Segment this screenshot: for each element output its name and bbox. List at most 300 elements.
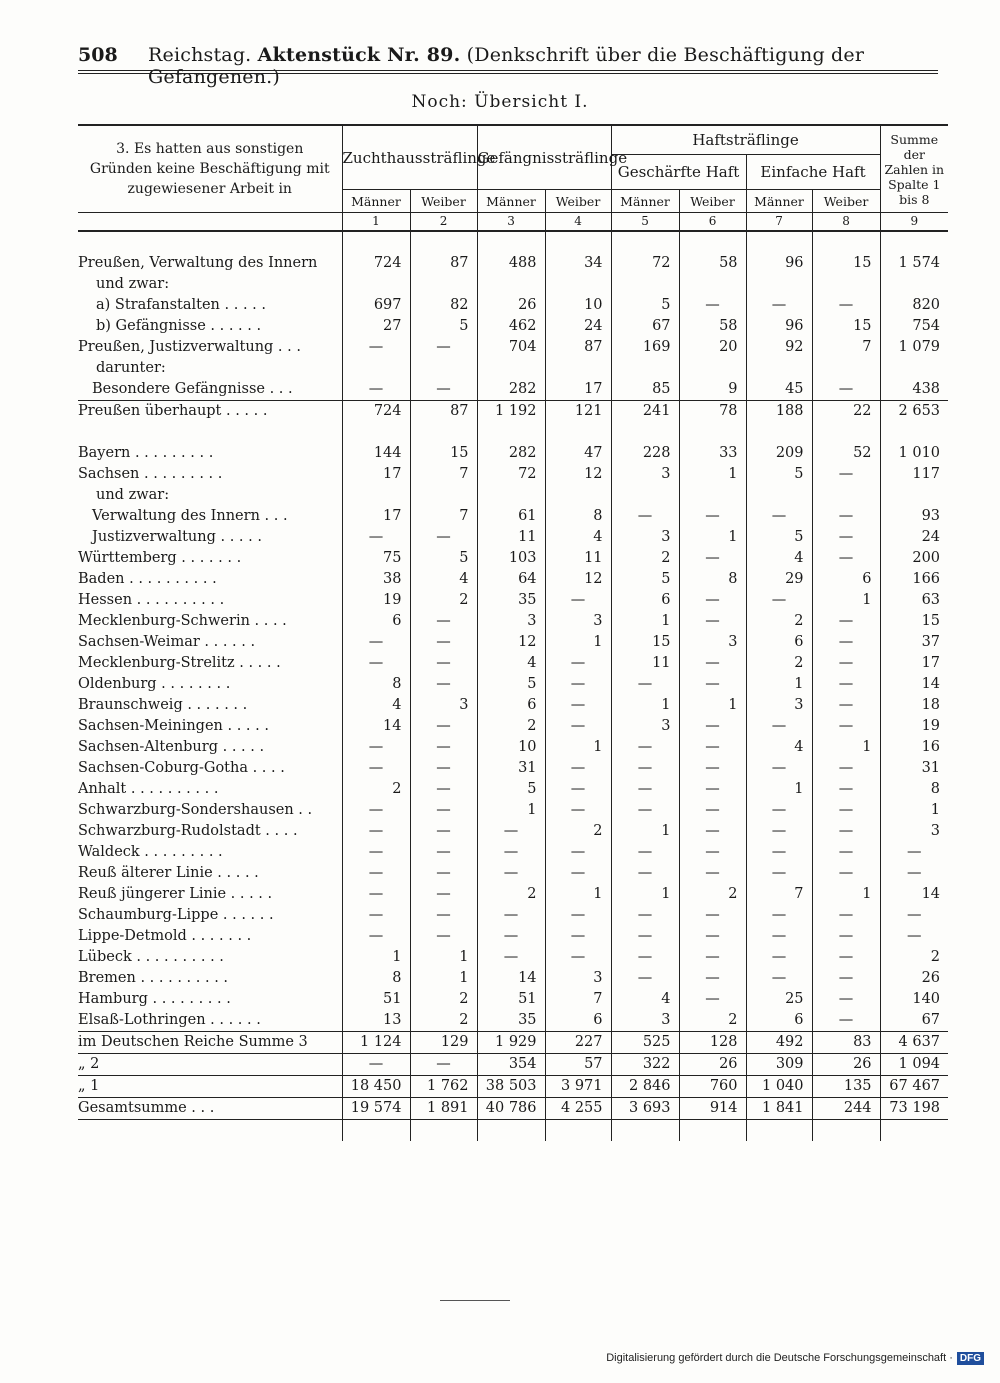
cell-value: — [679,968,746,989]
cell-value: — [410,611,477,632]
cell-value: 17 [342,506,410,527]
cell-value: 35 [477,590,545,611]
cell-value: — [746,506,812,527]
cell-value: — [812,506,880,527]
cell-value: — [545,716,611,737]
cell-value: — [679,989,746,1010]
title-desc: (Denkschrift über die Beschäftigung der Gefangenen.) [148,44,865,88]
cell-value: 1 [746,674,812,695]
cell-value: 19 574 [342,1098,410,1120]
cell-value: — [679,800,746,821]
cell-value: — [679,716,746,737]
cell-value: — [812,800,880,821]
cell-value: 1 762 [410,1076,477,1098]
cell-value: — [880,863,948,884]
cell-value: — [342,758,410,779]
cell-value: — [410,884,477,905]
cell-value: 2 [679,1010,746,1032]
row-label: Sachsen-Altenburg . . . . . [78,739,265,755]
table-row [78,737,948,758]
cell-value [342,485,410,506]
table-row [78,274,948,295]
cell-value: 10 [545,295,611,316]
cell-value [545,358,611,379]
cell-value: 5 [611,569,679,590]
cell-value: 4 [342,695,410,716]
cell-value: 2 846 [611,1076,679,1098]
cell-value: 227 [545,1032,611,1054]
cell-value: — [342,527,410,548]
sub-female-8: Weiber [812,190,880,213]
cell-value: — [746,295,812,316]
cell-value: 1 094 [880,1054,948,1076]
cell-value: — [812,379,880,401]
cell-value: — [679,821,746,842]
cell-value: 9 [679,379,746,401]
cell-value: — [679,590,746,611]
cell-value: 3 [611,1010,679,1032]
sub-female-6: Weiber [679,190,746,213]
table-row [78,443,948,464]
cell-value: 10 [477,737,545,758]
cell-value: — [545,674,611,695]
cell-value: — [545,947,611,968]
cell-value: 2 653 [880,401,948,423]
group-gefaengnis: Gefängnissträflinge [477,125,611,190]
table-row [78,548,948,569]
cell-value: — [746,947,812,968]
row-label: im Deutschen Reiche Summe 3 [78,1032,342,1054]
cell-value [545,274,611,295]
cell-value: 5 [410,548,477,569]
table-row [78,821,948,842]
reich-sum-row [78,1076,948,1098]
cell-value: 26 [679,1054,746,1076]
cell-value: — [812,611,880,632]
table-row [78,611,948,632]
cell-value: 15 [611,632,679,653]
cell-value: 2 [410,1010,477,1032]
cell-value: 1 [545,884,611,905]
row-label: Schaumburg-Lippe . . . . . . [78,907,274,923]
cell-value: 26 [477,295,545,316]
cell-value: 241 [611,401,679,423]
cell-value: — [410,863,477,884]
cell-value: — [410,632,477,653]
row-label: Gesamtsumme . . . [78,1098,342,1120]
cell-value: — [410,737,477,758]
cell-value: — [679,905,746,926]
cell-value: — [410,716,477,737]
cell-value: 4 255 [545,1098,611,1120]
page-number: 508 [78,44,118,66]
cell-value: 33 [679,443,746,464]
header-rule-double [78,73,938,74]
cell-value: — [342,1054,410,1076]
col-number: 8 [812,213,880,232]
cell-value: 7 [746,884,812,905]
cell-value: 3 [746,695,812,716]
cell-value [410,274,477,295]
cell-value: 38 503 [477,1076,545,1098]
cell-value: — [410,1054,477,1076]
cell-value: 209 [746,443,812,464]
cell-value: — [410,926,477,947]
cell-value: 27 [342,316,410,337]
table-row [78,653,948,674]
table-row [78,863,948,884]
cell-value [477,274,545,295]
cell-value: 64 [477,569,545,590]
row-label: Elsaß-Lothringen . . . . . . [78,1012,261,1028]
cell-value: 11 [545,548,611,569]
cell-value: — [812,863,880,884]
cell-value: — [611,842,679,863]
closing-rule [440,1300,510,1301]
cell-value: 63 [880,590,948,611]
cell-value: — [812,1010,880,1032]
table-row [78,1010,948,1032]
cell-value: — [410,379,477,401]
cell-value [342,274,410,295]
cell-value: 492 [746,1032,812,1054]
cell-value: — [410,758,477,779]
row-label: Schwarzburg-Rudolstadt . . . . [78,823,298,839]
statistics-table [78,124,948,1141]
table-row [78,337,948,358]
group-zuchthaus: Zuchthaussträflinge [342,125,477,190]
cell-value: 200 [880,548,948,569]
cell-value: 228 [611,443,679,464]
row-label: Lippe-Detmold . . . . . . . [78,928,252,944]
sub-male-7: Männer [746,190,812,213]
cell-value: 83 [812,1032,880,1054]
cell-value: 1 841 [746,1098,812,1120]
cell-value: 14 [477,968,545,989]
cell-value: 1 [812,737,880,758]
table-body [78,231,948,1141]
cell-value: 1 [679,527,746,548]
cell-value: 26 [880,968,948,989]
cell-value: 754 [880,316,948,337]
table-row [78,779,948,800]
cell-value: 6 [342,611,410,632]
cell-value: 4 637 [880,1032,948,1054]
cell-value: 3 693 [611,1098,679,1120]
cell-value: 244 [812,1098,880,1120]
cell-value: 1 040 [746,1076,812,1098]
cell-value: 438 [880,379,948,401]
cell-value: — [812,989,880,1010]
table-row [78,632,948,653]
cell-value [679,274,746,295]
col-number: 5 [611,213,679,232]
cell-value: 12 [545,569,611,590]
cell-value: — [342,863,410,884]
cell-value: — [679,611,746,632]
cell-value: 5 [477,779,545,800]
cell-value: — [342,337,410,358]
cell-value: 7 [410,506,477,527]
cell-value: — [611,800,679,821]
cell-value: 4 [611,989,679,1010]
cell-value: 14 [880,884,948,905]
row-label: Mecklenburg-Strelitz . . . . . [78,655,281,671]
cell-value: — [812,695,880,716]
cell-value: — [812,758,880,779]
cell-value [812,274,880,295]
group-summe: Summe der Zahlen in Spalte 1 bis 8 [880,125,948,213]
cell-value: — [880,926,948,947]
cell-value [342,358,410,379]
cell-value [880,358,948,379]
cell-value: 45 [746,379,812,401]
cell-value: — [342,926,410,947]
cell-value [545,485,611,506]
cell-value: — [477,821,545,842]
table-row [78,968,948,989]
cell-value: — [410,337,477,358]
table-row [78,464,948,485]
cell-value: — [545,863,611,884]
cell-value: — [812,968,880,989]
cell-value: 15 [410,443,477,464]
cell-value: 1 574 [880,253,948,274]
cell-value: 322 [611,1054,679,1076]
reich-sum-row [78,1054,948,1076]
cell-value: — [545,905,611,926]
cell-value: 103 [477,548,545,569]
row-label: Hamburg . . . . . . . . . [78,991,231,1007]
cell-value: 22 [812,401,880,423]
cell-value: — [545,842,611,863]
cell-value: 2 [342,779,410,800]
cell-value: 462 [477,316,545,337]
cell-value: 129 [410,1032,477,1054]
grand-total-row [78,1098,948,1120]
cell-value: 5 [611,295,679,316]
cell-value: 704 [477,337,545,358]
cell-value: 1 192 [477,401,545,423]
cell-value: — [746,905,812,926]
cell-value: 31 [477,758,545,779]
cell-value: — [679,779,746,800]
cell-value: 169 [611,337,679,358]
row-label: Sachsen-Weimar . . . . . . [78,634,256,650]
cell-value: 58 [679,316,746,337]
cell-value: 282 [477,443,545,464]
cell-value: 3 [679,632,746,653]
cell-value: 166 [880,569,948,590]
cell-value: 820 [880,295,948,316]
cell-value: — [812,926,880,947]
row-label: Reuß älterer Linie . . . . . [78,865,259,881]
cell-value: 38 [342,569,410,590]
cell-value: — [746,716,812,737]
cell-value: 17 [545,379,611,401]
cell-value: — [679,506,746,527]
cell-value: 17 [880,653,948,674]
cell-value: — [342,884,410,905]
cell-value: — [342,905,410,926]
cell-value: — [410,527,477,548]
cell-value: 2 [477,884,545,905]
cell-value: 26 [812,1054,880,1076]
cell-value: 96 [746,253,812,274]
cell-value: 40 786 [477,1098,545,1120]
cell-value: 72 [611,253,679,274]
digitization-footer [606,1352,984,1365]
cell-value: — [746,821,812,842]
cell-value: — [812,905,880,926]
header-rule [78,70,938,71]
sub-male-1: Männer [342,190,410,213]
cell-value: 12 [545,464,611,485]
cell-value: — [410,821,477,842]
cell-value: 1 891 [410,1098,477,1120]
cell-value: 29 [746,569,812,590]
cell-value: — [812,653,880,674]
row-label: „ 2 [78,1054,342,1076]
cell-value: — [880,842,948,863]
cell-value: 85 [611,379,679,401]
cell-value: — [679,548,746,569]
cell-value: — [477,926,545,947]
cell-value: 3 [611,464,679,485]
group-haft-einfach: Einfache Haft [746,155,880,190]
cell-value: 1 [880,800,948,821]
cell-value: 16 [880,737,948,758]
row-label: Besondere Gefängnisse . . . [92,381,293,397]
cell-value [679,485,746,506]
table-row [78,358,948,379]
cell-value: — [342,800,410,821]
cell-value: 2 [880,947,948,968]
cell-value: 5 [746,527,812,548]
cell-value [611,485,679,506]
cell-value: — [746,863,812,884]
cell-value: 15 [880,611,948,632]
cell-value: 96 [746,316,812,337]
cell-value [477,485,545,506]
cell-value: 1 079 [880,337,948,358]
cell-value: — [477,842,545,863]
row-label: Sachsen-Meiningen . . . . . [78,718,269,734]
col-number: 1 [342,213,410,232]
row-label: Preußen, Justizverwaltung . . . [78,339,301,355]
cell-value: 2 [679,884,746,905]
cell-value: 3 [545,611,611,632]
cell-value: 128 [679,1032,746,1054]
cell-value: 6 [545,1010,611,1032]
cell-value [611,274,679,295]
table-row [78,569,948,590]
row-label: b) Gefängnisse . . . . . . [96,318,262,334]
cell-value: 6 [611,590,679,611]
cell-value: 488 [477,253,545,274]
row-label: Württemberg . . . . . . . [78,550,242,566]
cell-value: 188 [746,401,812,423]
cell-value: 4 [410,569,477,590]
cell-value: 73 198 [880,1098,948,1120]
row-label: Sachsen-Coburg-Gotha . . . . [78,760,285,776]
cell-value: 144 [342,443,410,464]
sub-female-4: Weiber [545,190,611,213]
cell-value: 1 [342,947,410,968]
cell-value: — [410,842,477,863]
cell-value [812,358,880,379]
cell-value: 3 [611,716,679,737]
row-label: Schwarzburg-Sondershausen . . [78,802,313,818]
cell-value: 525 [611,1032,679,1054]
cell-value: — [410,800,477,821]
cell-value: — [410,674,477,695]
table-row [78,758,948,779]
cell-value: 18 [880,695,948,716]
cell-value: 3 [880,821,948,842]
cell-value: 67 [880,1010,948,1032]
group-haft: Haftsträflinge [611,125,880,155]
cell-value: — [812,842,880,863]
cell-value: — [679,674,746,695]
prussia-total-row [78,401,948,423]
cell-value: 15 [812,253,880,274]
cell-value: 8 [545,506,611,527]
cell-value: 7 [545,989,611,1010]
cell-value [477,358,545,379]
cell-value: 17 [342,464,410,485]
table-row [78,905,948,926]
cell-value: 72 [477,464,545,485]
cell-value [746,358,812,379]
cell-value: 11 [611,653,679,674]
cell-value: 87 [545,337,611,358]
cell-value: 8 [342,968,410,989]
cell-value: 7 [410,464,477,485]
table-row [78,506,948,527]
cell-value: 724 [342,253,410,274]
table-row [78,947,948,968]
reich-sum-row [78,1032,948,1054]
cell-value: — [342,379,410,401]
cell-value: — [812,716,880,737]
cell-value: 724 [342,401,410,423]
row-label: Baden . . . . . . . . . . [78,571,217,587]
row-label: Hessen . . . . . . . . . . [78,592,225,608]
spacer-row [78,231,948,253]
cell-value: 93 [880,506,948,527]
cell-value: 25 [746,989,812,1010]
cell-value: — [812,674,880,695]
col-number: 7 [746,213,812,232]
cell-value: 4 [746,737,812,758]
dfg-logo: DFG [957,1352,984,1365]
cell-value: 24 [880,527,948,548]
cell-value: 37 [880,632,948,653]
cell-value: 1 [812,884,880,905]
table-row [78,842,948,863]
cell-value: 914 [679,1098,746,1120]
cell-value: 24 [545,316,611,337]
row-label: darunter: [96,360,166,376]
table-row [78,989,948,1010]
cell-value: 1 [679,695,746,716]
cell-value: — [611,737,679,758]
cell-value: 3 971 [545,1076,611,1098]
cell-value: 760 [679,1076,746,1098]
cell-value: — [342,842,410,863]
cell-value: 75 [342,548,410,569]
